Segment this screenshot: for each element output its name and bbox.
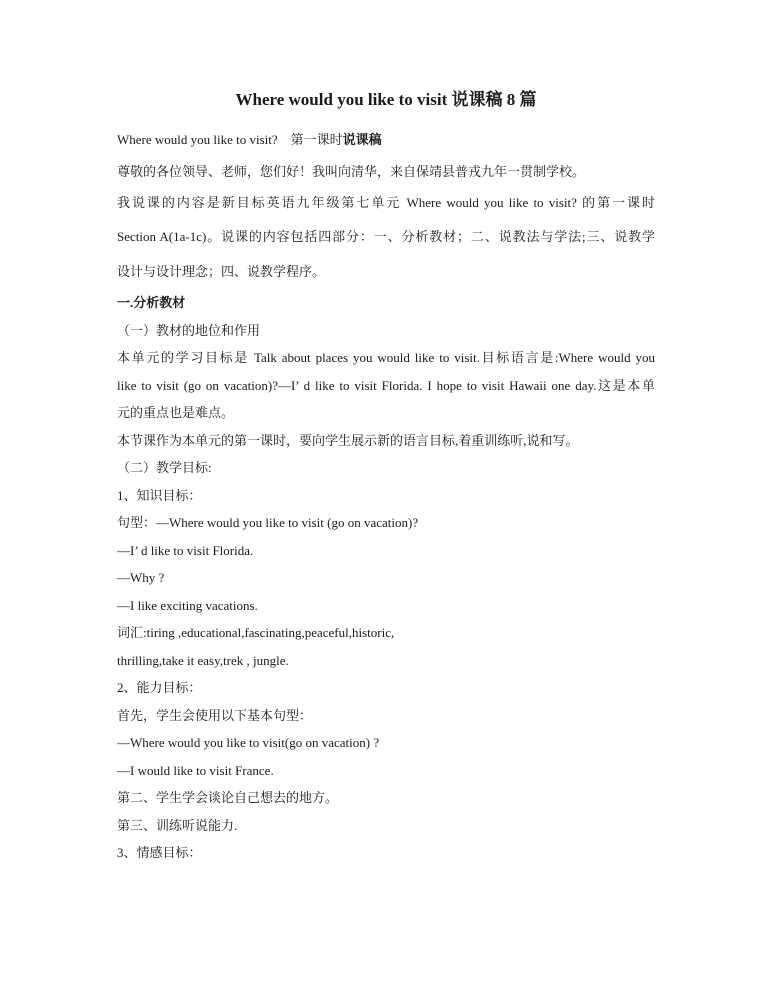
doc-line-vocab-1: 词汇:tiring ,educational,fascinating,peaceful,historic, [117,625,395,640]
doc-line-pattern-why: —Why ? [117,570,165,585]
doc-line-intro-1: 我说课的内容是新目标英语九年级第七单元 Where would you like to visit? 的第一课时 [117,194,655,210]
doc-line-intro-2: Section A(1a-1c)。说课的内容包括四部分：一、分析教材；二、说教法与学法;三、说教学 [117,229,655,244]
doc-line-ability-third: 第三、训练听说能力. [117,817,238,833]
subtitle-line [117,126,655,154]
doc-line-intro-3: 设计与设计理念；四、说教学程序。 [117,263,326,279]
doc-line-goal-3: 元的重点也是难点。 [117,405,235,420]
subheading-knowledge-goal: 1、知识目标： [117,487,202,503]
subheading-material-role: （一）教材的地位和作用 [117,322,261,338]
doc-line-ability-a: —I would like to visit France. [117,762,274,778]
subtitle-text: Where would you like to visit? 第一课时 [117,132,343,147]
doc-line-vocab-2: thrilling,take it easy,trek , jungle. [117,652,289,668]
subheading-ability-goal: 2、能力目标： [117,680,202,695]
doc-line-ability-intro: 首先，学生会使用以下基本句型： [117,707,313,723]
doc-line-ability-q: —Where would you like to visit(go on vacation) ? [117,735,380,750]
doc-line-pattern-a2: —I like exciting vacations. [117,597,258,613]
document-title: Where would you like to visit 说课稿 8 篇 [235,90,537,109]
doc-line-lesson-note: 本节课作为本单元的第一课时，要向学生展示新的语言目标,着重训练听,说和写。 [117,432,579,448]
doc-line-goal-1: 本单元的学习目标是 Talk about places you would like to visit.目标语言是:Where would you [117,350,655,365]
doc-line-pattern-q: 句型：—Where would you like to visit (go on vacation)? [117,515,419,530]
subheading-teaching-goals: （二）教学目标: [117,460,212,475]
doc-line-greeting: 尊敬的各位领导、老师，您们好！我叫向清华，来自保靖县普戎九年一贯制学校。 [117,164,586,179]
doc-line-goal-2: like to visit (go on vacation)?—I’ d like to visit Florida. I hope to visit Hawaii one day.这是本单 [117,377,655,393]
doc-line-pattern-a1: —I’ d like to visit Florida. [117,542,254,558]
doc-line-ability-second: 第二、学生学会谈论自己想去的地方。 [117,790,339,805]
subtitle-bold-text: 说课稿 [342,132,382,147]
section-heading-analysis: 一.分析教材 [117,295,186,310]
subheading-emotion-goal: 3、情感目标： [117,845,202,860]
